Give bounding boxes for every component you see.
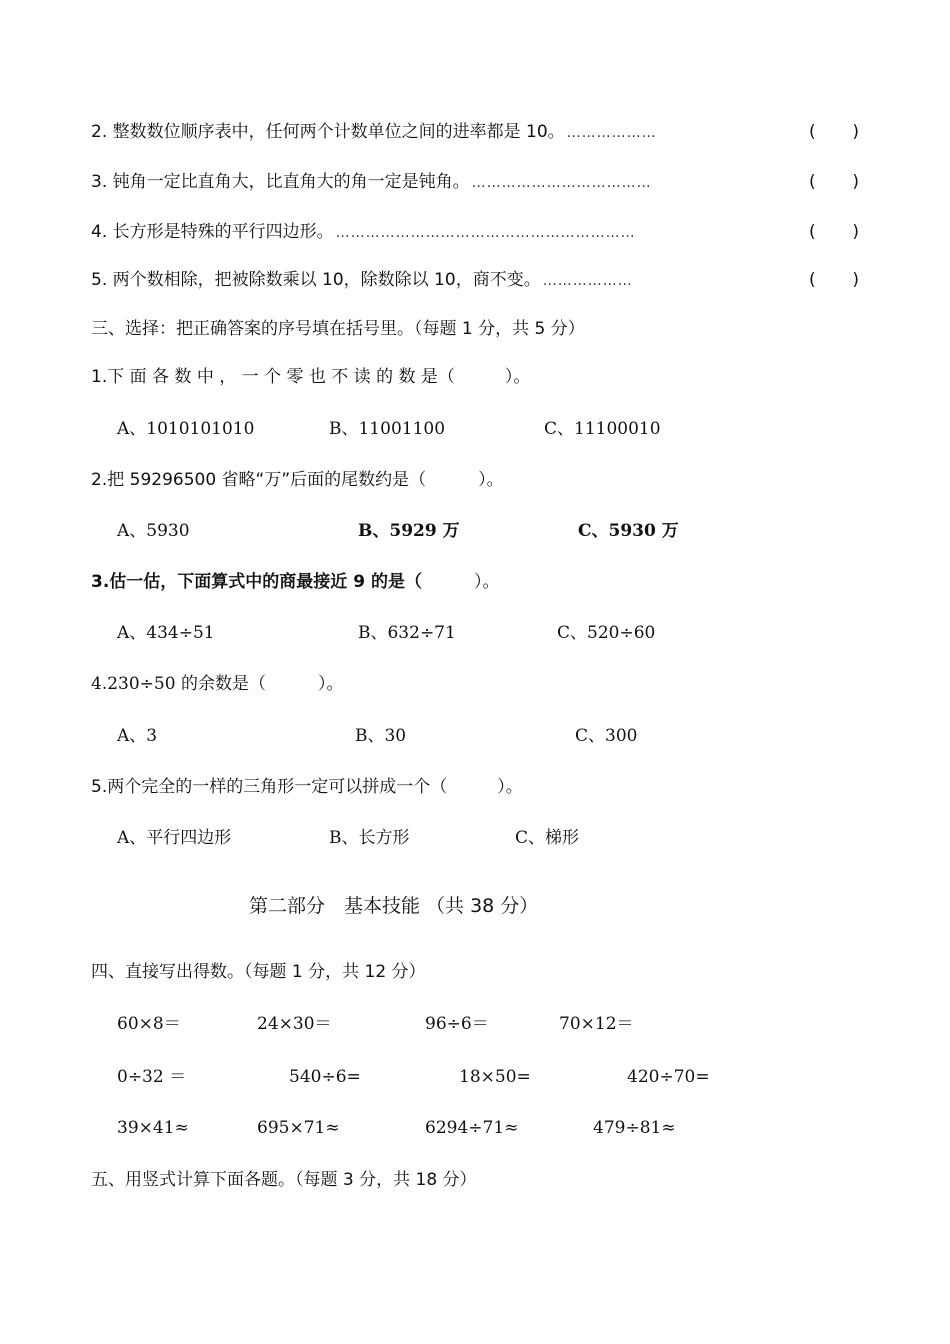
- calc-item: 6294÷71≈: [425, 1118, 519, 1138]
- option-c[interactable]: C、梯形: [515, 828, 580, 848]
- option-a[interactable]: A、1010101010: [117, 419, 255, 439]
- answer-blank[interactable]: [809, 269, 859, 291]
- choice-question-2: [91, 469, 504, 491]
- option-b[interactable]: B、5929 万: [358, 521, 460, 541]
- calc-item: 70×12＝: [559, 1014, 634, 1034]
- question-stem: 4.230÷50 的余数是（: [91, 674, 266, 694]
- option-b[interactable]: B、长方形: [329, 828, 410, 848]
- choice-question-4: [91, 673, 343, 695]
- question-stem-end: ）。: [473, 572, 500, 592]
- leader-dots: ……………………………………………………: [335, 225, 636, 241]
- close-paren: ): [852, 122, 859, 142]
- question-text: 5. 两个数相除，把被除数乘以 10，除数除以 10，商不变。: [91, 270, 541, 290]
- calc-item: 479÷81≈: [593, 1118, 676, 1138]
- section-4-heading: 四、直接写出得数。（每题 1 分，共 12 分）: [91, 962, 426, 982]
- calc-item: 24×30＝: [257, 1014, 332, 1034]
- question-text: 4. 长方形是特殊的平行四边形。: [91, 222, 334, 242]
- option-a[interactable]: A、3: [117, 726, 158, 746]
- part-2-title: 第二部分 基本技能 （共 38 分）: [249, 895, 539, 917]
- option-a[interactable]: A、434÷51: [117, 623, 215, 643]
- answer-blank[interactable]: [809, 121, 859, 143]
- leader-dots: ………………: [566, 125, 657, 141]
- question-text: 2. 整数数位顺序表中，任何两个计数单位之间的进率都是 10。: [91, 122, 565, 142]
- question-stem-end: ）。: [504, 367, 531, 387]
- calc-item: 96÷6＝: [425, 1014, 489, 1034]
- question-stem: 2.把 59296500 省略“万”后面的尾数约是（: [91, 470, 427, 490]
- option-a[interactable]: A、平行四边形: [117, 828, 232, 848]
- question-stem: 1.下 面 各 数 中 ， 一 个 零 也 不 读 的 数 是（: [91, 367, 455, 387]
- leader-dots: ………………: [542, 273, 633, 289]
- calc-item: 39×41≈: [117, 1118, 189, 1138]
- calc-item: 0÷32 ＝: [117, 1067, 187, 1087]
- calc-item: 420÷70=: [627, 1067, 710, 1087]
- option-a[interactable]: A、5930: [117, 521, 190, 541]
- section-3-heading: 三、选择：把正确答案的序号填在括号里。（每题 1 分，共 5 分）: [91, 319, 585, 339]
- question-stem: 3.估一估，下面算式中的商最接近 9 的是（: [91, 572, 422, 592]
- option-b[interactable]: B、11001100: [329, 419, 446, 439]
- option-c[interactable]: C、5930 万: [578, 521, 679, 541]
- choice-question-5: [91, 776, 523, 798]
- true-false-item-3: [91, 171, 859, 194]
- choice-question-3: [91, 571, 499, 593]
- option-c[interactable]: C、11100010: [544, 419, 661, 439]
- leader-dots: ………………………………: [471, 175, 652, 191]
- open-paren: (: [809, 270, 816, 290]
- open-paren: (: [809, 122, 816, 142]
- open-paren: (: [809, 172, 816, 192]
- true-false-item-2: [91, 121, 859, 144]
- question-stem-end: ）。: [497, 777, 523, 797]
- close-paren: ): [852, 222, 859, 242]
- option-b[interactable]: B、632÷71: [358, 623, 456, 643]
- calc-item: 18×50=: [459, 1067, 531, 1087]
- question-text: 3. 钝角一定比直角大，比直角大的角一定是钝角。: [91, 172, 470, 192]
- option-c[interactable]: C、520÷60: [557, 623, 656, 643]
- option-c[interactable]: C、300: [575, 726, 638, 746]
- question-stem: 5.两个完全的一样的三角形一定可以拼成一个（: [91, 777, 448, 797]
- true-false-item-5: [91, 269, 859, 292]
- true-false-item-4: [91, 221, 859, 244]
- question-stem-end: ）。: [317, 674, 344, 694]
- close-paren: ): [852, 270, 859, 290]
- calc-item: 695×71≈: [257, 1118, 340, 1138]
- calc-item: 60×8＝: [117, 1014, 181, 1034]
- answer-blank[interactable]: [809, 221, 859, 243]
- calc-item: 540÷6=: [289, 1067, 361, 1087]
- section-5-heading: 五、用竖式计算下面各题。（每题 3 分，共 18 分）: [91, 1170, 477, 1190]
- choice-question-1: [91, 366, 530, 388]
- close-paren: ): [852, 172, 859, 192]
- answer-blank[interactable]: [809, 171, 859, 193]
- open-paren: (: [809, 222, 816, 242]
- option-b[interactable]: B、30: [355, 726, 407, 746]
- question-stem-end: ）。: [478, 470, 504, 490]
